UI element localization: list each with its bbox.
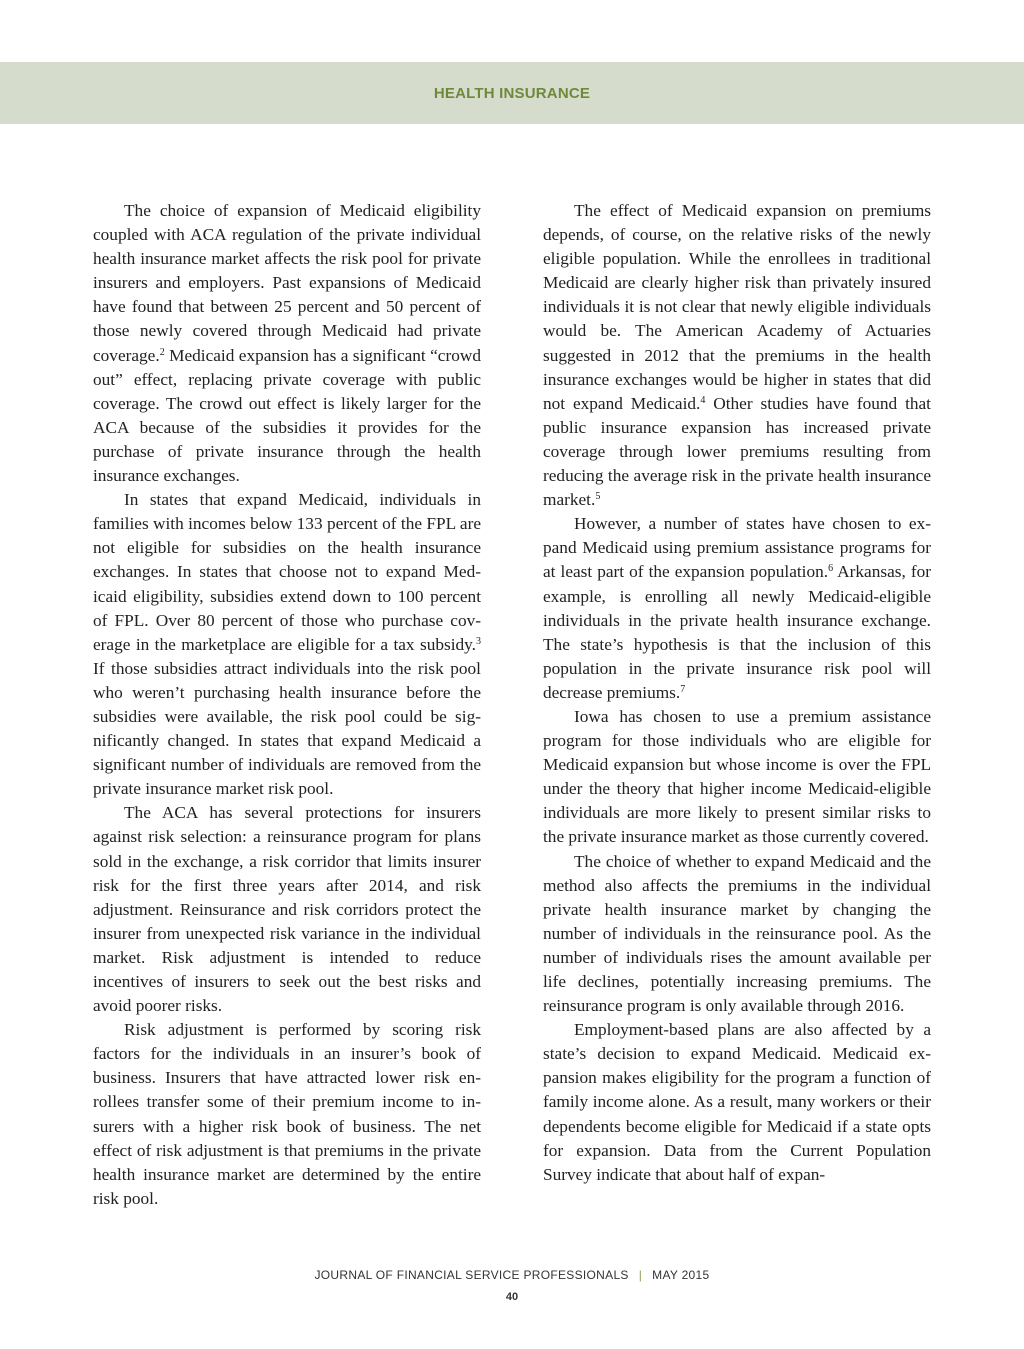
footnote-ref: 2	[159, 346, 165, 358]
paragraph-text: However, a number of states have chosen to expand Medicaid using premium assistance programs for at least part of the expansion population.	[543, 514, 931, 582]
journal-name: JOURNAL OF FINANCIAL SERVICE PROFESSIONALS	[314, 1268, 629, 1282]
section-header-band	[0, 62, 1024, 124]
right-paragraph-1	[543, 199, 931, 512]
paragraph-text: Medicaid expansion has a significant “crowd out” effect, replacing private coverage with public coverage. The crowd out effect is likely larger for the ACA because of the subsidies it provides for the purchase of private insurance through the health insurance exchanges.	[93, 345, 481, 486]
footnote-ref: 7	[680, 683, 686, 695]
right-paragraph-5: Employment-based plans are also affected by a state’s decision to expand Medicaid. Medicaid expansion makes eligibility for the program a function of family income alone. As a result, many workers or their dependents become eligible for Medicaid if a state opts for expansion. Data from the Current Population Survey indicate that about half of expan-	[543, 1020, 931, 1184]
left-paragraph-4: Risk adjustment is performed by scoring risk factors for the individuals in an insurer’s book of business. Insurers that have attracted lower risk enrollees transfer some of their premium income to insurers with a higher risk book of business. The net effect of risk adjustment is that premiums in the private health insurance market are determined by the entire risk pool.	[93, 1020, 481, 1208]
paragraph-text: Other studies have found that public insurance expansion has increased private coverage through lower premiums resulting from reducing the average risk in the private health insurance market.	[543, 393, 931, 510]
footnote-ref: 6	[828, 563, 834, 575]
page-footer	[0, 1268, 1024, 1282]
issue-date: MAY 2015	[652, 1268, 710, 1282]
footnote-ref: 4	[700, 394, 706, 406]
paragraph-text: If those subsidies attract individuals into the risk pool who weren’t purchasing health insurance before the subsidies were available, the risk pool could be significantly changed. In states that expand Medicaid a significant number of individuals are removed from the private insurance market risk pool.	[93, 658, 481, 799]
paragraph-text: In states that expand Medicaid, individuals in families with incomes below 133 percent of the FPL are not eligible for subsidies on the health insurance exchanges. In states that choose not to expand Medicaid eligibility, subsidies extend down to 100 percent of FPL. Over 80 percent of those who purchase coverage in the marketplace are eligible for a tax subsidy.	[93, 490, 481, 654]
paragraph-text: The effect of Medicaid expansion on premiums depends, of course, on the relative risks of the newly eligible population. While the enrollees in traditional Medicaid are clearly higher risk than privately insured individuals it is not clear that newly eligible individuals would be. The American Academy of Actuaries suggested in 2012 that the premiums in the health insurance exchanges would be higher in states that did not expand Medicaid.	[543, 201, 931, 413]
right-paragraph-2	[543, 512, 931, 705]
page-number: 40	[505, 1291, 519, 1303]
footnote-ref: 3	[476, 635, 481, 647]
paragraph-text: The choice of expansion of Medicaid eligibility coupled with ACA regulation of the private individual health insurance market affects the risk pool for private insurers and employers. Past expansions of Medicaid have found that between 25 percent and 50 percent of those newly covered through Medicaid had private coverage.	[93, 201, 481, 365]
footer-separator: |	[638, 1268, 643, 1282]
paragraph-text: Arkansas, for example, is enrolling all newly Medicaid-eligible individuals in the private health insurance exchange. The state’s hypothesis is that the inclusion of this population in the private insurance risk pool will decrease premiums.	[543, 562, 932, 702]
section-title: HEALTH INSURANCE	[433, 84, 591, 102]
right-paragraph-4: The choice of whether to expand Medicaid and the method also affects the premiums in the individual private health insurance market by changing the number of individuals in the reinsurance pool. As the number of individuals rises the amount available per life declines, potentially increasing premiums. The reinsurance program is only available through 2016.	[543, 851, 931, 1016]
right-paragraph-3: Iowa has chosen to use a premium assistance program for those individuals who are eligible for Medicaid expansion but whose income is over the FPL under the theory that higher income Medicaid-eligible individuals are more likely to present similar risks to the private insurance market as those currently covered.	[543, 706, 931, 847]
left-column	[93, 199, 481, 1211]
left-paragraph-1	[93, 199, 481, 488]
footnote-ref: 5	[595, 491, 601, 503]
left-paragraph-2	[93, 488, 481, 801]
right-column	[543, 199, 931, 1187]
left-paragraph-3: The ACA has several protections for insurers against risk selection: a reinsurance program for plans sold in the exchange, a risk corridor that limits insurer risk for the first three years after 2014, and risk adjustment. Reinsurance and risk corridors protect the insurer from unexpected risk variance in the individual market. Risk adjustment is intended to reduce incentives of insurers to seek out the best risks and avoid poorer risks.	[93, 803, 481, 1016]
